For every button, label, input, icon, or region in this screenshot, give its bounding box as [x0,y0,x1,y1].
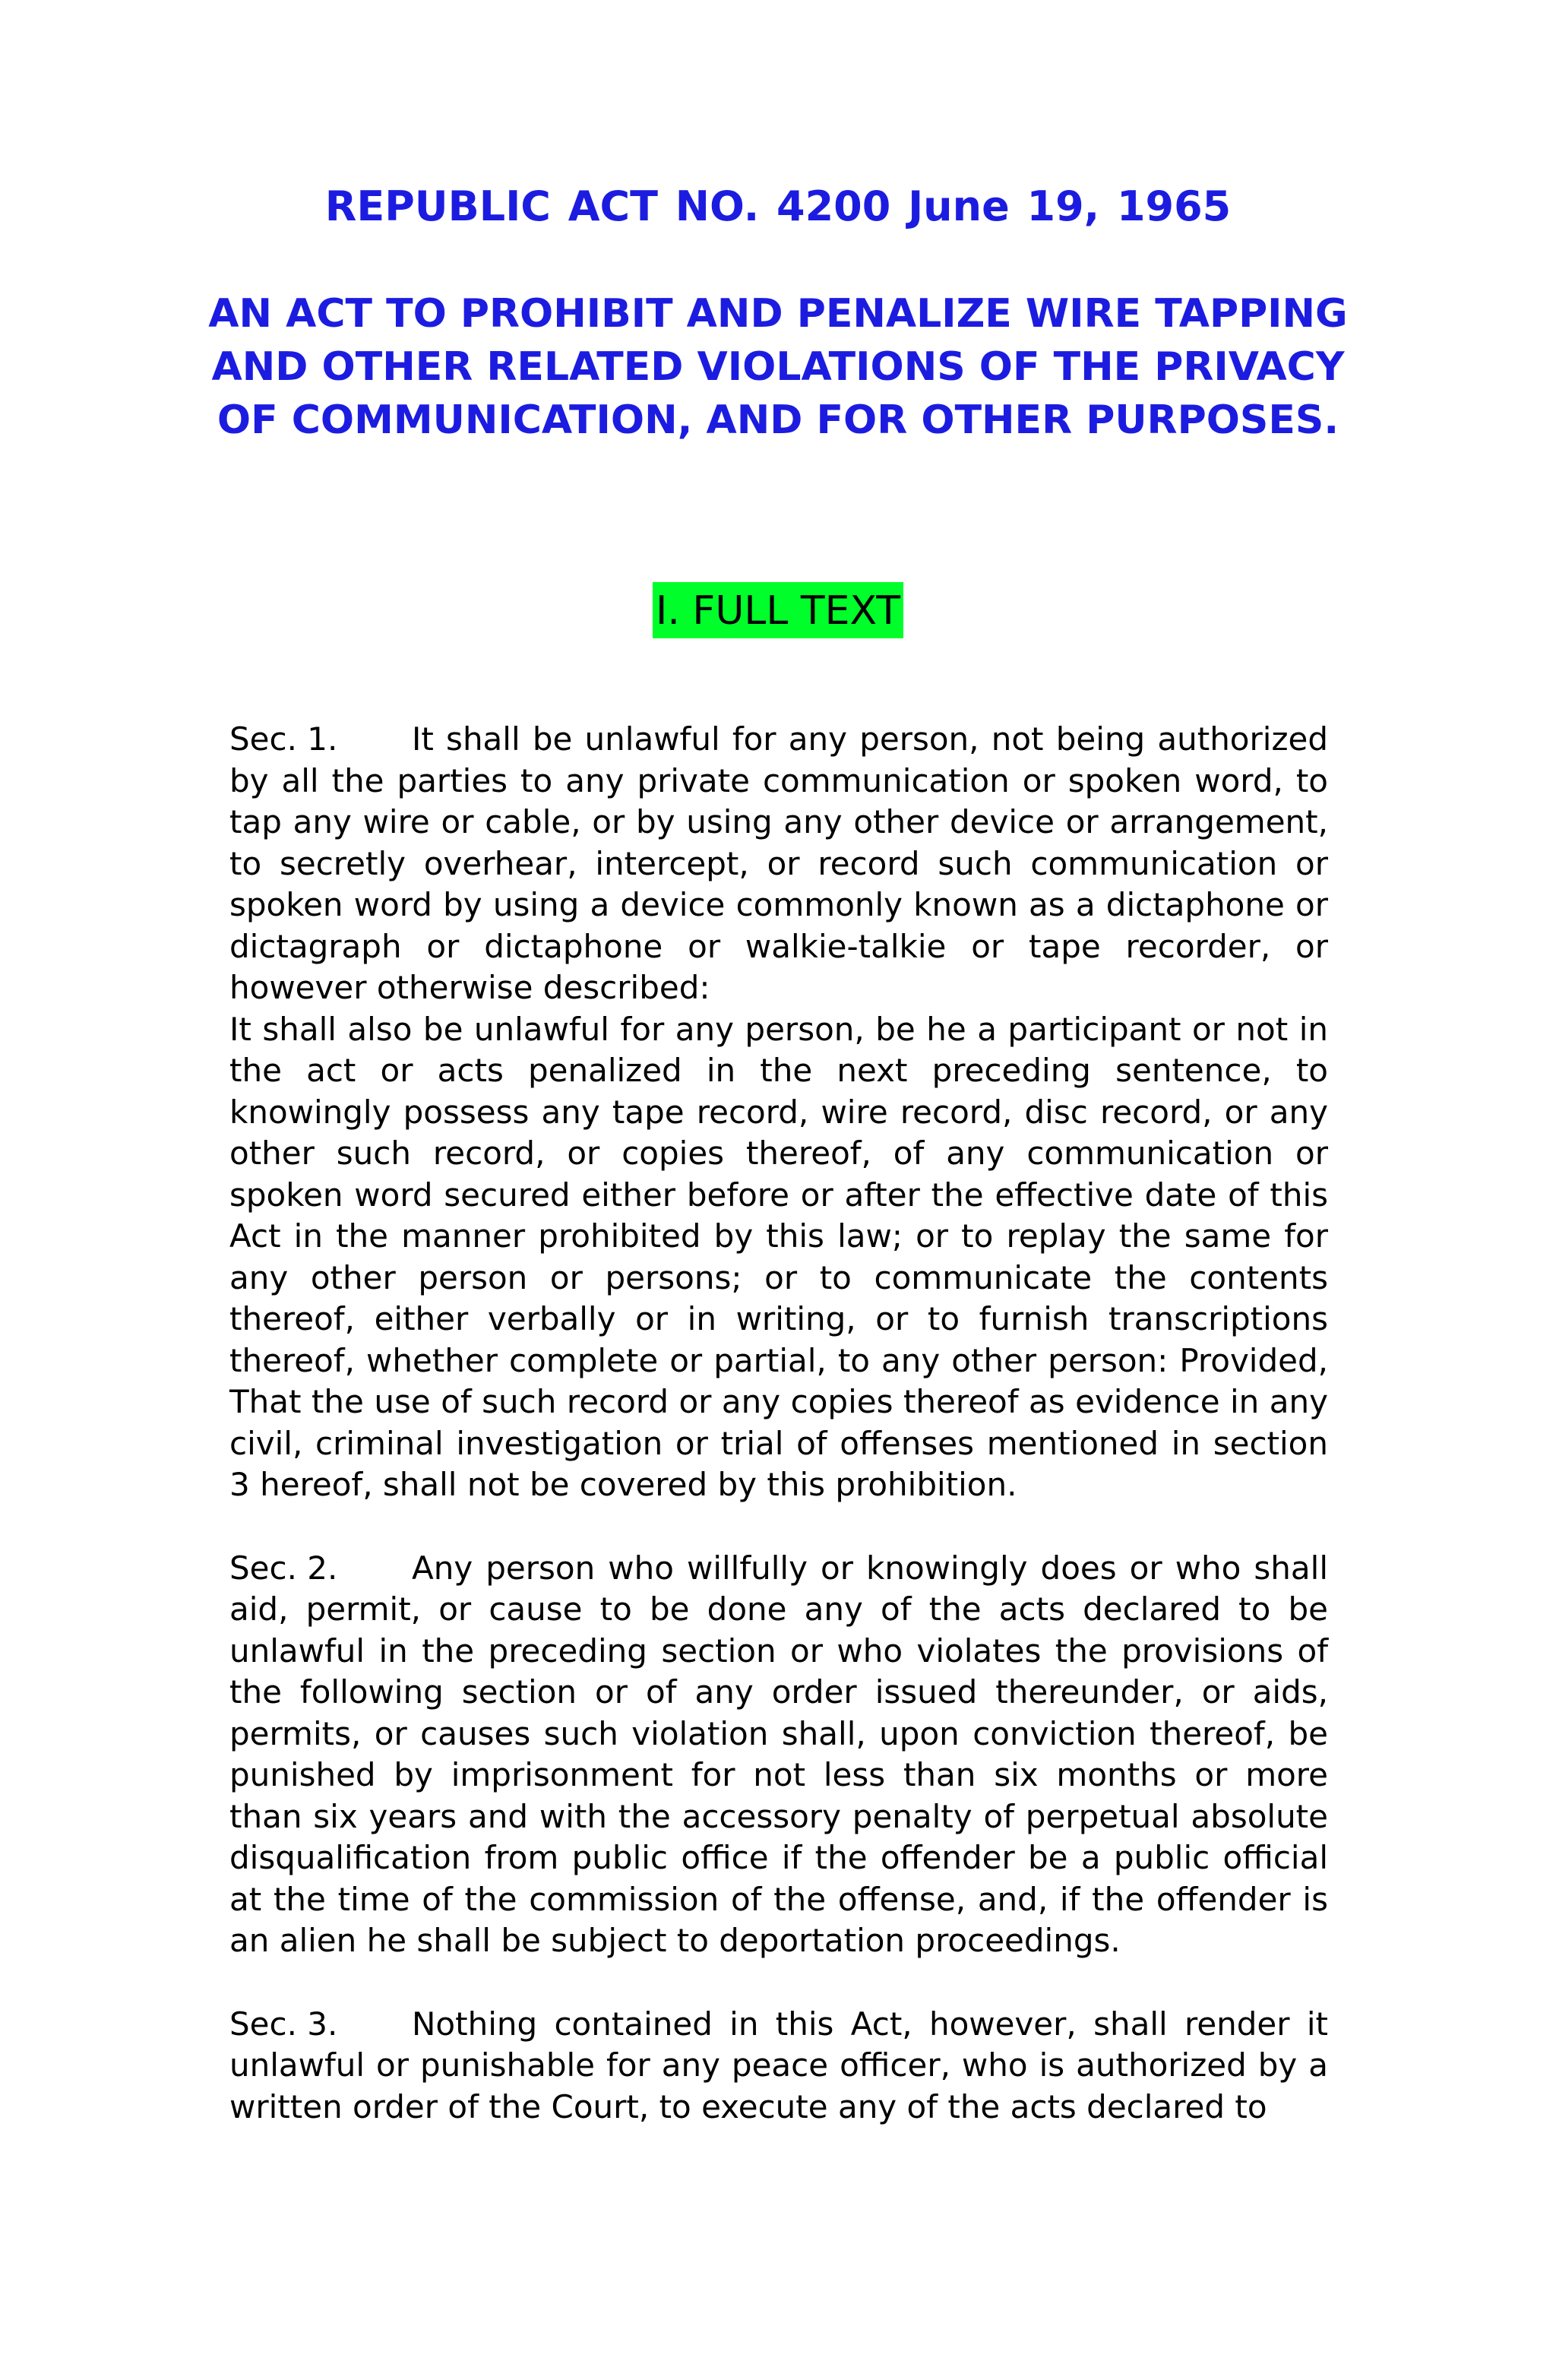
section-label: Sec. 3. [229,2005,338,2043]
section-2-paragraph [229,1548,1328,1962]
section-1-paragraph [229,719,1328,1009]
section-label: Sec. 2. [229,1549,338,1587]
act-number: REPUBLIC ACT NO. 4200 June 19, 1965 [324,182,1232,230]
section-text: It shall be unlawful for any person, not being authorized by all the parties to any private communication or spoken word, to tap any wire or cable, or by using any other device or arrangement, to secretly overhear, intercept, or record such communication or spoken word by using a device commonly known as a dictaphone or dictagraph or dictaphone or walkie-talkie or tape recorder, or however otherwise described: [229,720,1328,1006]
section-heading: I. FULL TEXT [653,582,903,638]
paragraph-gap [229,1506,1328,1548]
section-text: Nothing contained in this Act, however, shall render it unlawful or punishable for any peace officer, who is authorized by a written order of the Court, to execute any of the acts declared to [229,2005,1328,2125]
act-title [0,287,1556,447]
section-label: Sec. 1. [229,720,338,758]
section-3-paragraph [229,2004,1328,2128]
act-title-line: OF COMMUNICATION, AND FOR OTHER PURPOSES. [217,397,1339,443]
act-title-line: AND OTHER RELATED VIOLATIONS OF THE PRIVACY [211,344,1345,390]
section-1-continuation: It shall also be unlawful for any person, be he a participant or not in the act or acts penalized in the next preceding sentence, to knowingly possess any tape record, wire record, disc record, or any other such record, or copies thereof, of any communication or spoken word secured either before or after the effective date of this Act in the manner prohibited by this law; or to replay the same for any other person or persons; or to communicate the contents thereof, either verbally or in writing, or to furnish transcriptions thereof, whether complete or partial, to any other person: Provided, That the use of such record or any copies thereof as evidence in any civil, criminal investigation or trial of offenses mentioned in section 3 hereof, shall not be covered by this prohibition. [229,1010,1328,1503]
act-title-line: AN ACT TO PROHIBIT AND PENALIZE WIRE TAPPING [208,291,1348,337]
section-text: Any person who willfully or knowingly does or who shall aid, permit, or cause to be done any of the acts declared to be unlawful in the preceding section or who violates the provisions of the following section or of any order issued thereunder, or aids, permits, or causes such violation shall, upon conviction thereof, be punished by imprisonment for not less than six months or more than six years and with the accessory penalty of perpetual absolute disqualification from public office if the offender be a public official at the time of the commission of the offense, and, if the offender is an alien he shall be subject to deportation proceedings. [229,1549,1328,1959]
section-heading-wrap [0,582,1556,638]
paragraph-gap [229,1962,1328,2004]
body-text [229,719,1328,2128]
